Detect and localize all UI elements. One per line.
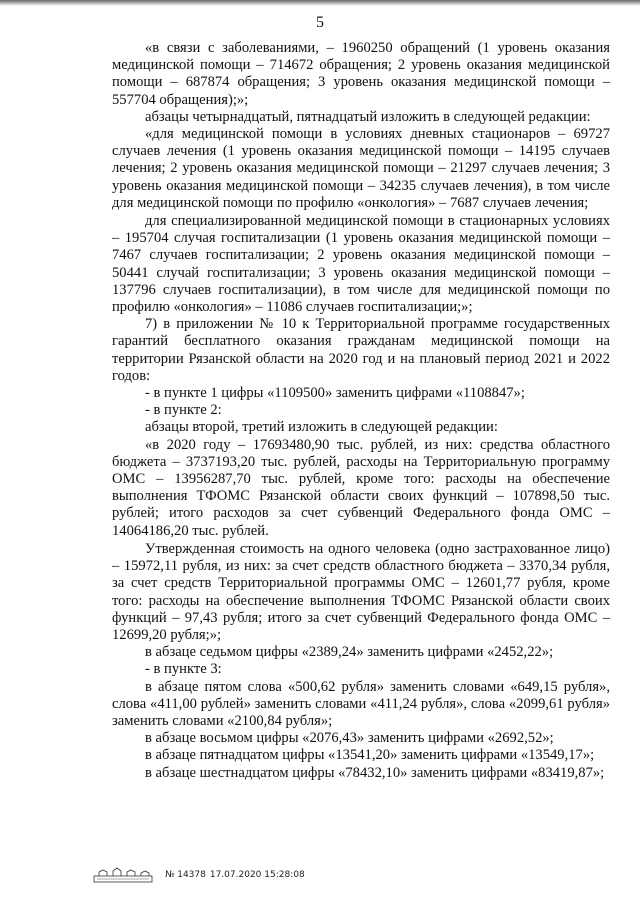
scan-edge: [0, 0, 640, 6]
paragraph: в абзаце седьмом цифры «2389,24» заменить цифрами «2452,22»;: [145, 644, 554, 661]
paragraph: 7) в приложении № 10 к Территориальной программе государственных гарантий бесплатного оказания гражданам медицинской помощи на территории Рязанской области на 2020 год и на плановый период 2021 и 2022 годов:: [112, 316, 610, 384]
paragraph: в абзаце пятнадцатом цифры «13541,20» заменить цифрами «13549,17»;: [145, 747, 595, 764]
paragraph: - в пункте 2:: [145, 402, 222, 419]
document-footer: [93, 865, 305, 885]
paragraph: «в 2020 году – 17693480,90 тыс. рублей, из них: средства областного бюджета – 3737193,20 тыс. рублей, расходы на Территориальную программу ОМС – 13956287,70 тыс. рублей, кроме того: расходы на обеспечение выполнения ТФОМС Рязанской области своих функций – 107898,50 тыс. рублей; итого расходов за счет субвенций Федерального фонда ОМС – 14064186,20 тыс. рублей.: [112, 436, 610, 539]
paragraph: в абзаце восьмом цифры «2076,43» заменить цифрами «2692,52»;: [145, 730, 554, 747]
paragraph: абзацы второй, третий изложить в следующей редакции:: [145, 419, 498, 436]
document-timestamp: 17.07.2020 15:28:08: [209, 870, 305, 880]
document-number: № 14378: [165, 870, 206, 880]
paragraph: для специализированной медицинской помощи в стационарных условиях – 195704 случая госпитализации (1 уровень оказания медицинской помощи – 7467 случаев госпитализации; 2 уровень оказания медицинской помощи – 50441 случай госпитализации; 3 уровень оказания медицинской помощи – 137796 случаев госпитализации), в том числе для медицинской помощи по профилю «онкология» – 11086 случаев госпитализации;»;: [112, 213, 610, 316]
paragraph: «в связи с заболеваниями, – 1960250 обращений (1 уровень оказания медицинской помощи – 714672 обращения; 2 уровень оказания медицинской помощи – 687874 обращения; 3 уровень оказания медицинской помощи – 557704 обращения);»;: [112, 40, 610, 108]
paragraph: Утвержденная стоимость на одного человека (одно застрахованное лицо) – 15972,11 рубля, из них: за счет средств областного бюджета – 3370,34 рубля, за счет средств Территориальной программы ОМС – 12601,77 рубля, кроме того: расходы на обеспечение выполнения ТФОМС Рязанской области своих функций – 97,43 рубля; итого за счет субвенций Федерального фонда ОМС – 12699,20 рубля;»;: [112, 540, 610, 643]
paragraph: «для медицинской помощи в условиях дневных стационаров – 69727 случаев лечения (1 уровень оказания медицинской помощи – 14195 случаев лечения; 2 уровень оказания медицинской помощи – 21297 случаев лечения; 3 уровень оказания медицинской помощи – 34235 случаев лечения), в том числе для медицинской помощи по профилю «онкология» – 7687 случаев лечения;: [112, 126, 610, 211]
page-number: 5: [316, 14, 324, 31]
document-body: [112, 40, 610, 782]
paragraph: в абзаце шестнадцатом цифры «78432,10» заменить цифрами «83419,87»;: [145, 764, 605, 781]
paragraph: абзацы четырнадцатый, пятнадцатый изложить в следующей редакции:: [145, 108, 591, 125]
paragraph: в абзаце пятом слова «500,62 рубля» заменить словами «649,15 рубля», слова «411,00 рублей» заменить словами «411,24 рубля», слова «2099,61 рубля» заменить словами «2100,84 рубля»;: [112, 678, 610, 729]
paragraph: - в пункте 3:: [145, 661, 222, 678]
registry-stamp-icon: [93, 867, 153, 883]
paragraph: - в пункте 1 цифры «1109500» заменить цифрами «1108847»;: [145, 385, 525, 402]
